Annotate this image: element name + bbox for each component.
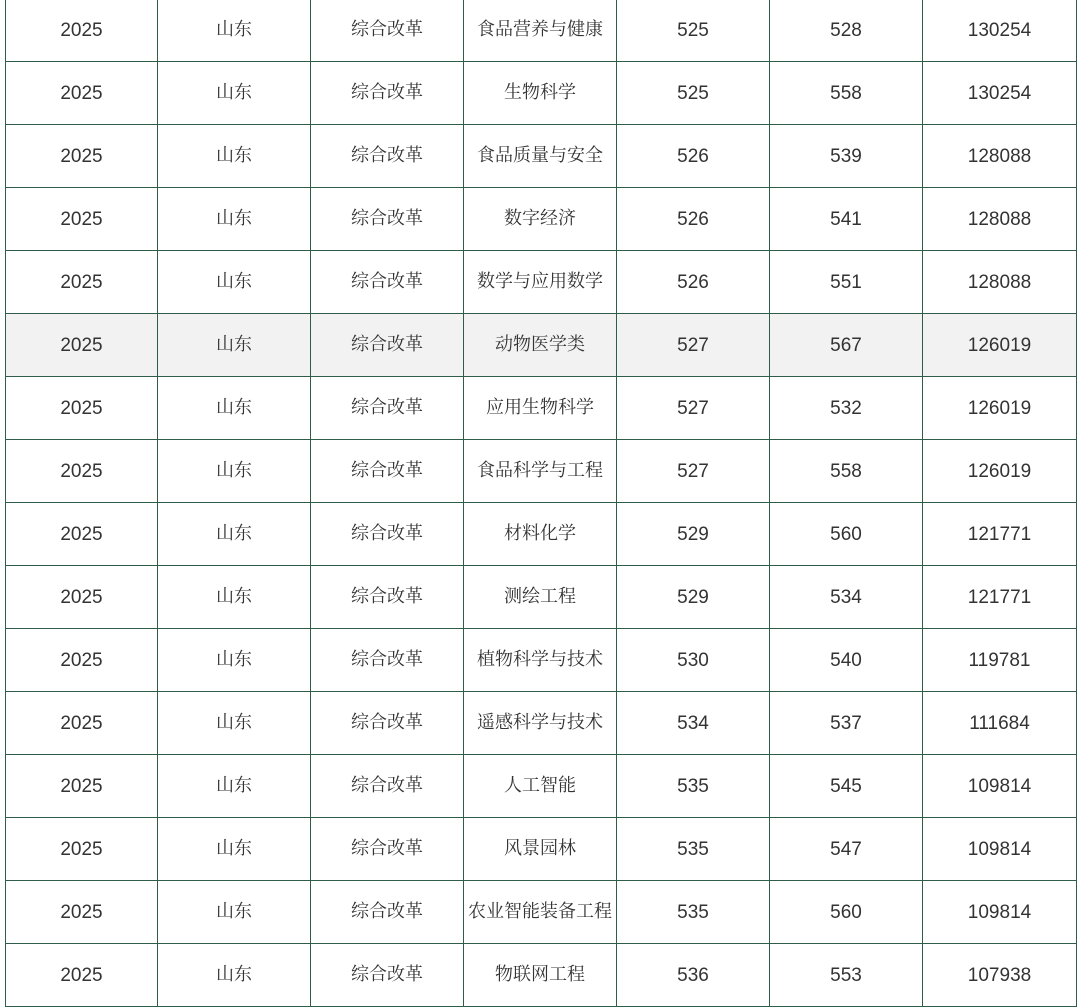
category-cell: 综合改革 — [311, 440, 464, 503]
province-cell: 山东 — [158, 125, 311, 188]
table-row — [6, 629, 1077, 692]
table-row — [6, 377, 1077, 440]
year-cell: 2025 — [6, 944, 158, 1007]
year-cell: 2025 — [6, 566, 158, 629]
max-score-cell: 558 — [770, 62, 923, 125]
province-cell: 山东 — [158, 881, 311, 944]
category-cell: 综合改革 — [311, 692, 464, 755]
min-score-cell: 530 — [617, 629, 770, 692]
max-score-cell: 539 — [770, 125, 923, 188]
min-score-cell: 526 — [617, 188, 770, 251]
table-row — [6, 314, 1077, 377]
min-score-cell: 536 — [617, 944, 770, 1007]
min-rank-cell: 128088 — [923, 188, 1077, 251]
table-body — [6, 0, 1077, 1007]
min-score-cell: 529 — [617, 566, 770, 629]
category-cell: 综合改革 — [311, 629, 464, 692]
major-cell: 遥感科学与技术 — [464, 692, 617, 755]
major-cell: 测绘工程 — [464, 566, 617, 629]
max-score-cell: 567 — [770, 314, 923, 377]
major-cell: 数字经济 — [464, 188, 617, 251]
year-cell: 2025 — [6, 692, 158, 755]
province-cell: 山东 — [158, 62, 311, 125]
major-cell: 风景园林 — [464, 818, 617, 881]
min-score-cell: 525 — [617, 0, 770, 62]
year-cell: 2025 — [6, 629, 158, 692]
category-cell: 综合改革 — [311, 944, 464, 1007]
admission-scores-table — [5, 0, 1077, 1007]
max-score-cell: 545 — [770, 755, 923, 818]
category-cell: 综合改革 — [311, 0, 464, 62]
max-score-cell: 532 — [770, 377, 923, 440]
year-cell: 2025 — [6, 125, 158, 188]
category-cell: 综合改革 — [311, 566, 464, 629]
max-score-cell: 540 — [770, 629, 923, 692]
table-row — [6, 62, 1077, 125]
min-score-cell: 526 — [617, 125, 770, 188]
category-cell: 综合改革 — [311, 755, 464, 818]
year-cell: 2025 — [6, 818, 158, 881]
major-cell: 生物科学 — [464, 62, 617, 125]
year-cell: 2025 — [6, 755, 158, 818]
table-row — [6, 881, 1077, 944]
major-cell: 食品营养与健康 — [464, 0, 617, 62]
year-cell: 2025 — [6, 251, 158, 314]
max-score-cell: 558 — [770, 440, 923, 503]
year-cell: 2025 — [6, 314, 158, 377]
category-cell: 综合改革 — [311, 314, 464, 377]
major-cell: 材料化学 — [464, 503, 617, 566]
province-cell: 山东 — [158, 440, 311, 503]
province-cell: 山东 — [158, 503, 311, 566]
year-cell: 2025 — [6, 188, 158, 251]
year-cell: 2025 — [6, 881, 158, 944]
min-rank-cell: 130254 — [923, 62, 1077, 125]
category-cell: 综合改革 — [311, 251, 464, 314]
min-rank-cell: 130254 — [923, 0, 1077, 62]
year-cell: 2025 — [6, 377, 158, 440]
max-score-cell: 541 — [770, 188, 923, 251]
min-score-cell: 527 — [617, 377, 770, 440]
year-cell: 2025 — [6, 62, 158, 125]
category-cell: 综合改革 — [311, 188, 464, 251]
category-cell: 综合改革 — [311, 881, 464, 944]
max-score-cell: 537 — [770, 692, 923, 755]
max-score-cell: 560 — [770, 503, 923, 566]
min-score-cell: 535 — [617, 818, 770, 881]
province-cell: 山东 — [158, 251, 311, 314]
min-score-cell: 534 — [617, 692, 770, 755]
min-score-cell: 535 — [617, 881, 770, 944]
min-rank-cell: 109814 — [923, 755, 1077, 818]
province-cell: 山东 — [158, 944, 311, 1007]
max-score-cell: 547 — [770, 818, 923, 881]
min-score-cell: 525 — [617, 62, 770, 125]
major-cell: 植物科学与技术 — [464, 629, 617, 692]
min-rank-cell: 121771 — [923, 503, 1077, 566]
min-score-cell: 529 — [617, 503, 770, 566]
major-cell: 数学与应用数学 — [464, 251, 617, 314]
table-row — [6, 0, 1077, 62]
max-score-cell: 528 — [770, 0, 923, 62]
table-row — [6, 188, 1077, 251]
year-cell: 2025 — [6, 503, 158, 566]
major-cell: 物联网工程 — [464, 944, 617, 1007]
major-cell: 人工智能 — [464, 755, 617, 818]
province-cell: 山东 — [158, 188, 311, 251]
year-cell: 2025 — [6, 0, 158, 62]
max-score-cell: 551 — [770, 251, 923, 314]
min-rank-cell: 126019 — [923, 377, 1077, 440]
table-row — [6, 440, 1077, 503]
min-rank-cell: 121771 — [923, 566, 1077, 629]
min-score-cell: 526 — [617, 251, 770, 314]
table-row — [6, 692, 1077, 755]
province-cell: 山东 — [158, 629, 311, 692]
min-rank-cell: 109814 — [923, 818, 1077, 881]
category-cell: 综合改革 — [311, 818, 464, 881]
category-cell: 综合改革 — [311, 377, 464, 440]
min-rank-cell: 128088 — [923, 251, 1077, 314]
year-cell: 2025 — [6, 440, 158, 503]
min-score-cell: 527 — [617, 440, 770, 503]
province-cell: 山东 — [158, 0, 311, 62]
major-cell: 农业智能装备工程 — [464, 881, 617, 944]
max-score-cell: 534 — [770, 566, 923, 629]
province-cell: 山东 — [158, 377, 311, 440]
category-cell: 综合改革 — [311, 62, 464, 125]
min-rank-cell: 119781 — [923, 629, 1077, 692]
table-row — [6, 125, 1077, 188]
category-cell: 综合改革 — [311, 503, 464, 566]
min-rank-cell: 126019 — [923, 440, 1077, 503]
province-cell: 山东 — [158, 818, 311, 881]
table-row — [6, 251, 1077, 314]
table-row — [6, 755, 1077, 818]
max-score-cell: 560 — [770, 881, 923, 944]
province-cell: 山东 — [158, 692, 311, 755]
min-rank-cell: 126019 — [923, 314, 1077, 377]
admission-scores-table-container — [5, 0, 1076, 1007]
province-cell: 山东 — [158, 755, 311, 818]
table-row — [6, 944, 1077, 1007]
min-rank-cell: 111684 — [923, 692, 1077, 755]
category-cell: 综合改革 — [311, 125, 464, 188]
min-score-cell: 535 — [617, 755, 770, 818]
table-row — [6, 503, 1077, 566]
min-rank-cell: 109814 — [923, 881, 1077, 944]
min-rank-cell: 107938 — [923, 944, 1077, 1007]
province-cell: 山东 — [158, 566, 311, 629]
min-rank-cell: 128088 — [923, 125, 1077, 188]
major-cell: 动物医学类 — [464, 314, 617, 377]
table-row — [6, 566, 1077, 629]
major-cell: 应用生物科学 — [464, 377, 617, 440]
major-cell: 食品科学与工程 — [464, 440, 617, 503]
max-score-cell: 553 — [770, 944, 923, 1007]
table-row — [6, 818, 1077, 881]
province-cell: 山东 — [158, 314, 311, 377]
major-cell: 食品质量与安全 — [464, 125, 617, 188]
min-score-cell: 527 — [617, 314, 770, 377]
